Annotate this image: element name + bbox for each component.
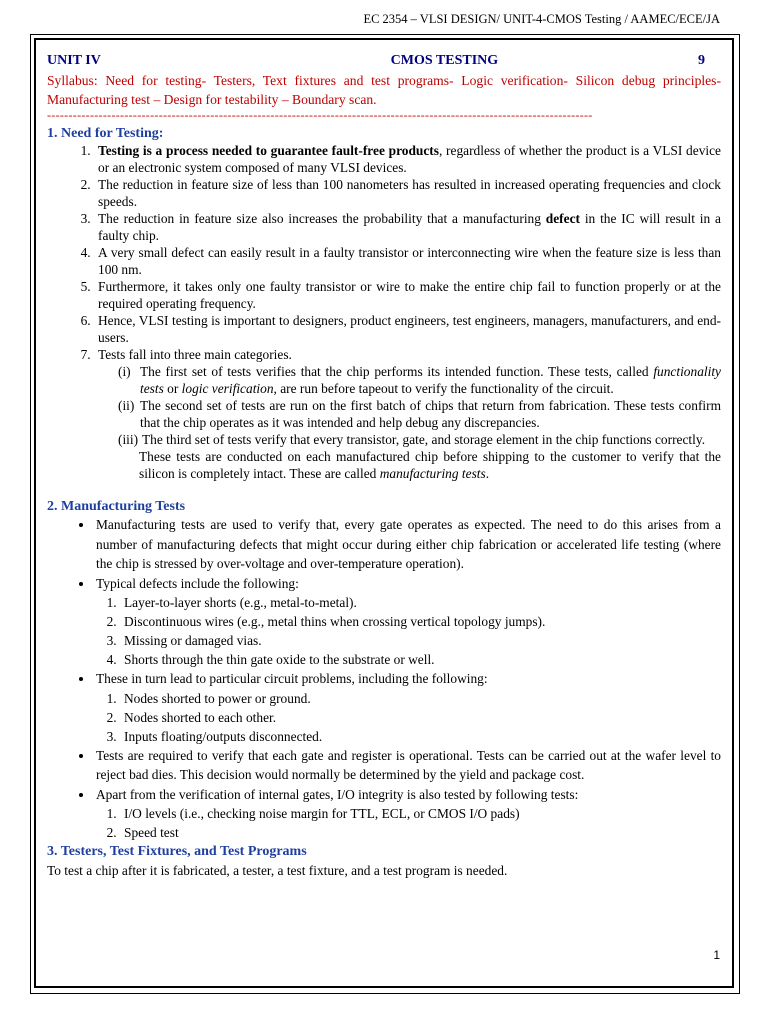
list-item: 4. Shorts through the thin gate oxide to the substrate or well. [120, 650, 721, 669]
circuit-problems-list [96, 689, 721, 746]
list-item: 3. Missing or damaged vias. [120, 631, 721, 650]
list-item: 1. Nodes shorted to power or ground. [120, 689, 721, 708]
list-item: 1. Layer-to-layer shorts (e.g., metal-to-metal). [120, 593, 721, 612]
list-item: 6. Hence, VLSI testing is important to designers, product engineers, test engineers, managers, manufacturers, and end-users. [94, 312, 721, 346]
page-number: 1 [713, 948, 720, 962]
defects-list [96, 593, 721, 669]
list-item: • These in turn lead to particular circuit problems, including the following: 1. Nodes shorted to power or ground. 2. Nodes shorted to each other. 3. Inputs floating/outputs disconnected. [94, 669, 721, 746]
list-item: 2. Speed test [120, 823, 721, 842]
list-item: 2. The reduction in feature size of less than 100 nanometers has resulted in increased operating frequencies and clock speeds. [94, 176, 721, 210]
list-item: 7. Tests fall into three main categories. [94, 346, 721, 363]
list-item: • Manufacturing tests are used to verify that, every gate operates as expected. The need to do this arises from a number of manufacturing defects that might occur during either chip fabrication or accelerated life testing (where the chip is stressed by over-voltage and over-temperature operation). [94, 515, 721, 574]
list-item: 2. Nodes shorted to each other. [120, 708, 721, 727]
section-1-title: 1. Need for Testing: [47, 126, 164, 141]
list-item: 2. Discontinuous wires (e.g., metal thins when crossing vertical topology jumps). [120, 612, 721, 631]
list-item: 3. The reduction in feature size also increases the probability that a manufacturing defect in the IC will result in a faulty chip. [94, 210, 721, 244]
list-item: 3. Inputs floating/outputs disconnected. [120, 727, 721, 746]
page-content [47, 50, 721, 879]
syllabus: Syllabus: Need for testing- Testers, Text fixtures and test programs- Logic verification- Silicon debug principles- Manufacturing test – Design for testability – Boundary scan. [47, 73, 721, 107]
test-category-iii: (iii) The third set of tests verify that every transistor, gate, and storage element in the chip functions correctly. [118, 432, 706, 447]
manufacturing-tests-note: These tests are conducted on each manufactured chip before shipping to the customer to verify that the silicon is completely intact. These are called manufacturing tests. [139, 449, 721, 481]
need-for-testing-list [47, 142, 721, 363]
list-item: 1. Testing is a process needed to guarantee fault-free products, regardless of whether the product is a VLSI device or an electronic system composed of many VLSI devices. [94, 142, 721, 176]
unit-title-row [47, 52, 721, 69]
manufacturing-tests-list [47, 515, 721, 842]
divider-line: ------------------------------------------------------------------------------------------------------------------------------- [47, 109, 593, 122]
section-3-text: To test a chip after it is fabricated, a tester, a test fixture, and a test program is needed. [47, 863, 508, 878]
section-2-title: 2. Manufacturing Tests [47, 499, 186, 514]
running-header: EC 2354 – VLSI DESIGN/ UNIT-4-CMOS Testing / AAMEC/ECE/JA [363, 12, 720, 26]
io-tests-list [96, 804, 721, 842]
list-item: • Typical defects include the following: 1. Layer-to-layer shorts (e.g., metal-to-metal). 2. Discontinuous wires (e.g., metal thins when crossing vertical topology jumps). 3. Missing or damaged vias. 4. Shorts through the thin gate oxide to the substrate or well. [94, 574, 721, 670]
section-3-title: 3. Testers, Test Fixtures, and Test Programs [47, 844, 307, 859]
unit-title: CMOS TESTING [390, 53, 499, 68]
list-item: • Tests are required to verify that each gate and register is operational. Tests can be carried out at the wafer level to reject bad dies. This decision would normally be determined by the yield and package cost. [94, 746, 721, 785]
list-item: 1. I/O levels (i.e., checking noise margin for TTL, ECL, or CMOS I/O pads) [120, 804, 721, 823]
list-item: 5. Furthermore, it takes only one faulty transistor or wire to make the entire chip fail to function properly or at the required operating frequency. [94, 278, 721, 312]
list-item: • Apart from the verification of internal gates, I/O integrity is also tested by following tests: 1. I/O levels (i.e., checking noise margin for TTL, ECL, or CMOS I/O pads) 2. Speed test [94, 785, 721, 843]
test-category-ii: (ii) The second set of tests are run on the first batch of chips that return from fabrication. These tests confirm that the chip operates as it was intended and help debug any discrepancies. [118, 398, 721, 430]
list-item: 4. A very small defect can easily result in a faulty transistor or interconnecting wire when the feature size is less than 100 nm. [94, 244, 721, 278]
unit-hours: 9 [698, 53, 705, 68]
test-category-i: (i) The first set of tests verifies that the chip performs its intended function. These tests, called functionality tests or logic verification, are run before tapeout to verify the functionality of the circuit. [118, 364, 721, 396]
unit-label: UNIT IV [47, 53, 101, 68]
